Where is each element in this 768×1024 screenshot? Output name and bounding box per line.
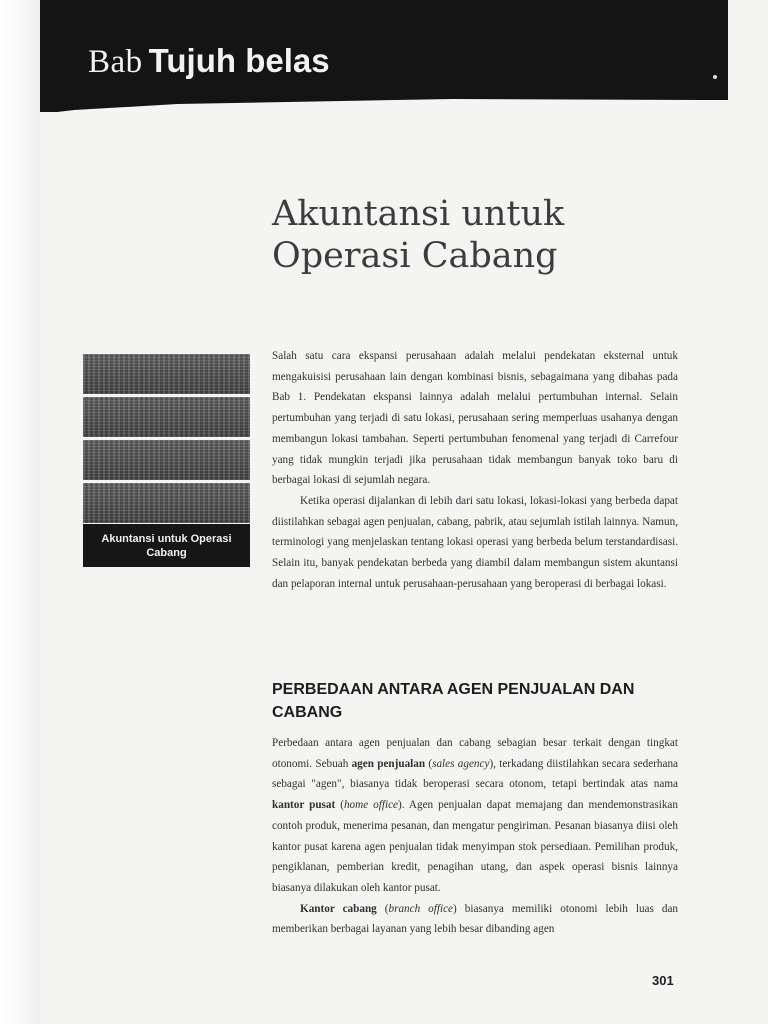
- text-run: (: [335, 799, 344, 812]
- term-sales-agent: agen penjualan: [351, 757, 426, 770]
- term-home-office: home office: [343, 799, 399, 812]
- text-run: (: [425, 757, 433, 770]
- term-branch-office: branch office: [388, 902, 454, 915]
- term-branch: Kantor cabang: [300, 902, 377, 915]
- intro-text: [272, 346, 678, 594]
- page-number: 301: [652, 973, 674, 988]
- chapter-number: Tujuh belas: [148, 42, 330, 79]
- section-paragraph-1: [272, 733, 678, 899]
- intro-paragraph-2: Ketika operasi dijalankan di lebih dari satu lokasi, lokasi-lokasi yang berbeda dapat diistilahkan sebagai agen penjualan, cabang, pabrik, atau sejumlah istilah lainnya. Namun, terminologi yang menjelaskan tentang lokasi operasi yang berbeda belum terstandardisasi. Selain itu, banyak pendekatan berbeda yang diambil dalam membangun sistem akuntansi dan pelaporan internal untuk perusahaan-perusahaan yang beroperasi di berbagai lokasi.: [272, 494, 678, 590]
- term-head-office: kantor pusat: [272, 799, 336, 812]
- chapter-word: Bab: [88, 44, 143, 80]
- text-run: Perbedaan antara agen penjualan dan cabang sebagian besar terkait dengan tingkat otonomi. Sebuah: [272, 737, 678, 770]
- side-figure: [83, 354, 250, 567]
- text-run: (: [376, 902, 389, 915]
- banner-dot: [713, 75, 717, 79]
- text-run: ). Agen penjualan dapat memajang dan mendemonstrasikan contoh produk, menerima pesanan, dan mengatur pengiriman. Pesanan biasanya diisi oleh kantor pusat karena agen penjualan tidak menyimpan stok persediaan. Pemilihan produk, pengiklanan, pemberian kredit, penagihan utang, dan aspek operasi bisnis lainnya biasanya dilakukan oleh kantor pusat.: [272, 799, 678, 894]
- page-edge: [0, 0, 40, 1024]
- section-paragraph-2: [272, 899, 678, 940]
- chapter-title: [272, 193, 692, 277]
- section-heading: PERBEDAAN ANTARA AGEN PENJUALAN DAN CABANG: [272, 681, 635, 721]
- chapter-title-line2: Operasi Cabang: [272, 236, 558, 277]
- intro-paragraph-1: Salah satu cara ekspansi perusahaan adalah melalui pendekatan eksternal untuk mengakuisisi perusahaan lain dengan kombinasi bisnis, sebagaimana yang dibahas pada Bab 1. Pendekatan ekspansi lainnya adalah melalui pertumbuhan internal. Selain pertumbuhan yang terjadi di satu lokasi, perusahaan sering memperluas usahanya dengan membangun lokasi tambahan. Seperti pertumbuhan fenomenal yang terjadi di Carrefour yang tidak mungkin terjadi jika perusahaan tidak membangun banyak toko baru di berbagai lokasi di sejumlah negara.: [272, 350, 678, 487]
- figure-strip-4: [83, 483, 250, 523]
- figure-caption: [83, 524, 250, 567]
- text-run: ) biasanya memiliki otonomi lebih luas dan memberikan berbagai layanan yang lebih besar dibanding agen: [272, 902, 679, 936]
- figure-strip-3: [83, 440, 250, 480]
- figure-strip-2: [83, 397, 250, 437]
- section-body: [272, 733, 678, 940]
- chapter-label: [88, 42, 330, 81]
- term-sales-agency: sales agency: [432, 757, 490, 770]
- chapter-title-line1: Akuntansi untuk: [272, 194, 565, 235]
- figure-caption-text: Akuntansi untuk Operasi Cabang: [101, 532, 232, 559]
- figure-strip-1: [83, 354, 250, 394]
- text-run: ), terkadang diistilahkan secara sederhana sebagai "agen", biasanya tidak beroperasi secara otonom, tetapi bertindak atas nama: [272, 757, 679, 791]
